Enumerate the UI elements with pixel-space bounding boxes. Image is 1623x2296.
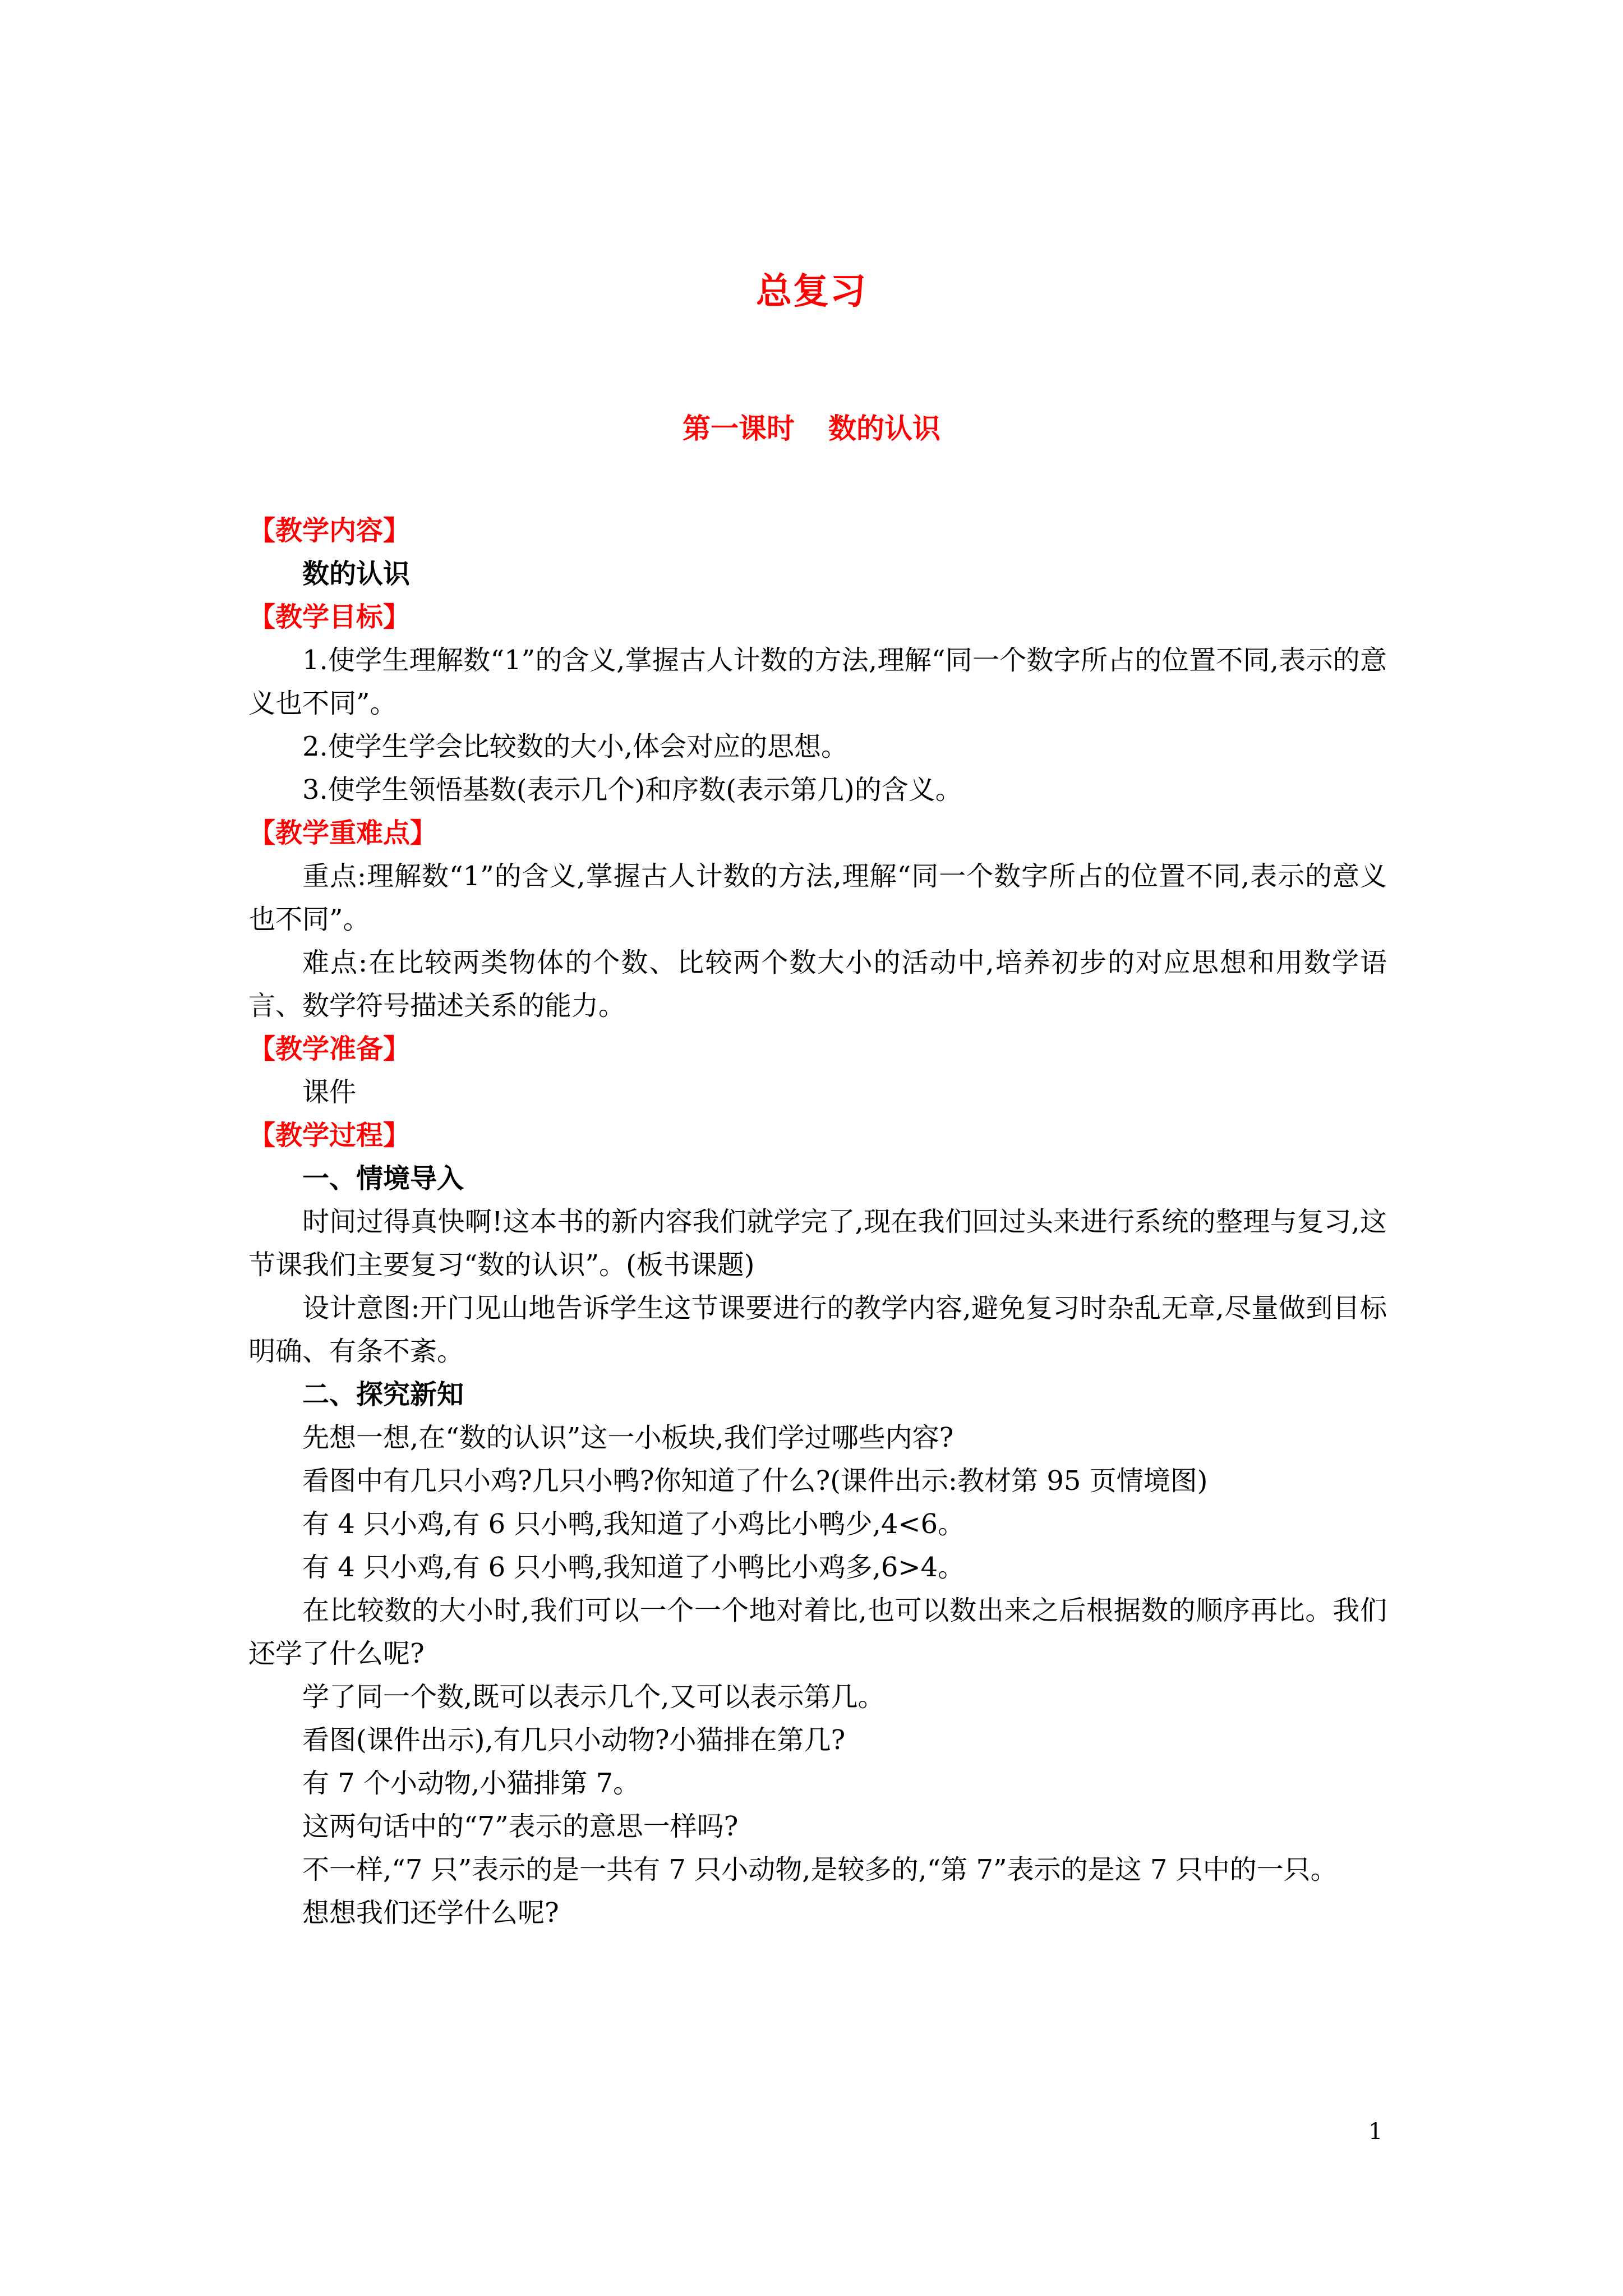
lesson-name: 数的认识 bbox=[828, 412, 940, 445]
paragraph: 看图(课件出示),有几只小动物?小猫排在第几? bbox=[302, 1724, 846, 1756]
paragraph: 看图中有几只小鸡?几只小鸭?你知道了什么?(课件出示:教材第 95 页情境图) bbox=[302, 1465, 1208, 1497]
paragraph: 有 7 个小动物,小猫排第 7。 bbox=[302, 1768, 640, 1799]
objective-item: 2.使学生学会比较数的大小,体会对应的思想。 bbox=[302, 731, 849, 762]
lesson-number: 第一课时 bbox=[683, 412, 795, 445]
part2-heading: 二、探究新知 bbox=[302, 1379, 464, 1410]
document-title: 总复习 bbox=[756, 270, 867, 312]
paragraph: 在比较数的大小时,我们可以一个一个地对着比,也可以数出来之后根据数的顺序再比。我们还学了什么呢? bbox=[248, 1595, 1387, 1669]
objective-item: 1.使学生理解数“1”的含义,掌握古人计数的方法,理解“同一个数字所占的位置不同,表示的意义也不同”。 bbox=[248, 645, 1387, 719]
paragraph: 不一样,“7 只”表示的是一共有 7 只小动物,是较多的,“第 7”表示的是这 7 只中的一只。 bbox=[302, 1854, 1338, 1885]
paragraph: 时间过得真快啊!这本书的新内容我们就学完了,现在我们回过头来进行系统的整理与复习,这节课我们主要复习“数的认识”。(板书课题) bbox=[248, 1206, 1387, 1281]
difficult-point: 难点:在比较两类物体的个数、比较两个数大小的活动中,培养初步的对应思想和用数学语言、数学符号描述关系的能力。 bbox=[248, 947, 1387, 1022]
preparation-body: 课件 bbox=[302, 1076, 357, 1108]
objective-item: 3.使学生领悟基数(表示几个)和序数(表示第几)的含义。 bbox=[302, 774, 962, 806]
section-heading-objectives: 【教学目标】 bbox=[248, 601, 411, 633]
paragraph: 有 4 只小鸡,有 6 只小鸭,我知道了小鸡比小鸭少,4<6。 bbox=[302, 1508, 965, 1540]
document-body bbox=[248, 509, 1387, 1935]
content-body: 数的认识 bbox=[302, 558, 411, 590]
paragraph: 有 4 只小鸡,有 6 只小鸭,我知道了小鸭比小鸡多,6>4。 bbox=[302, 1552, 965, 1583]
section-heading-key-points: 【教学重难点】 bbox=[248, 817, 437, 849]
key-point: 重点:理解数“1”的含义,掌握古人计数的方法,理解“同一个数字所占的位置不同,表示的意义也不同”。 bbox=[248, 861, 1387, 935]
paragraph: 想想我们还学什么呢? bbox=[302, 1897, 559, 1929]
lesson-title bbox=[0, 406, 1623, 451]
section-heading-preparation: 【教学准备】 bbox=[248, 1033, 411, 1065]
paragraph: 先想一想,在“数的认识”这一小板块,我们学过哪些内容? bbox=[302, 1422, 954, 1453]
paragraph: 学了同一个数,既可以表示几个,又可以表示第几。 bbox=[302, 1681, 885, 1713]
paragraph: 设计意图:开门见山地告诉学生这节课要进行的教学内容,避免复习时杂乱无章,尽量做到目标明确、有条不紊。 bbox=[248, 1292, 1387, 1367]
section-heading-content: 【教学内容】 bbox=[248, 515, 411, 546]
part1-heading: 一、情境导入 bbox=[302, 1163, 464, 1194]
paragraph: 这两句话中的“7”表示的意思一样吗? bbox=[302, 1811, 739, 1842]
section-heading-process: 【教学过程】 bbox=[248, 1120, 411, 1151]
page-number: 1 bbox=[1368, 2119, 1383, 2145]
